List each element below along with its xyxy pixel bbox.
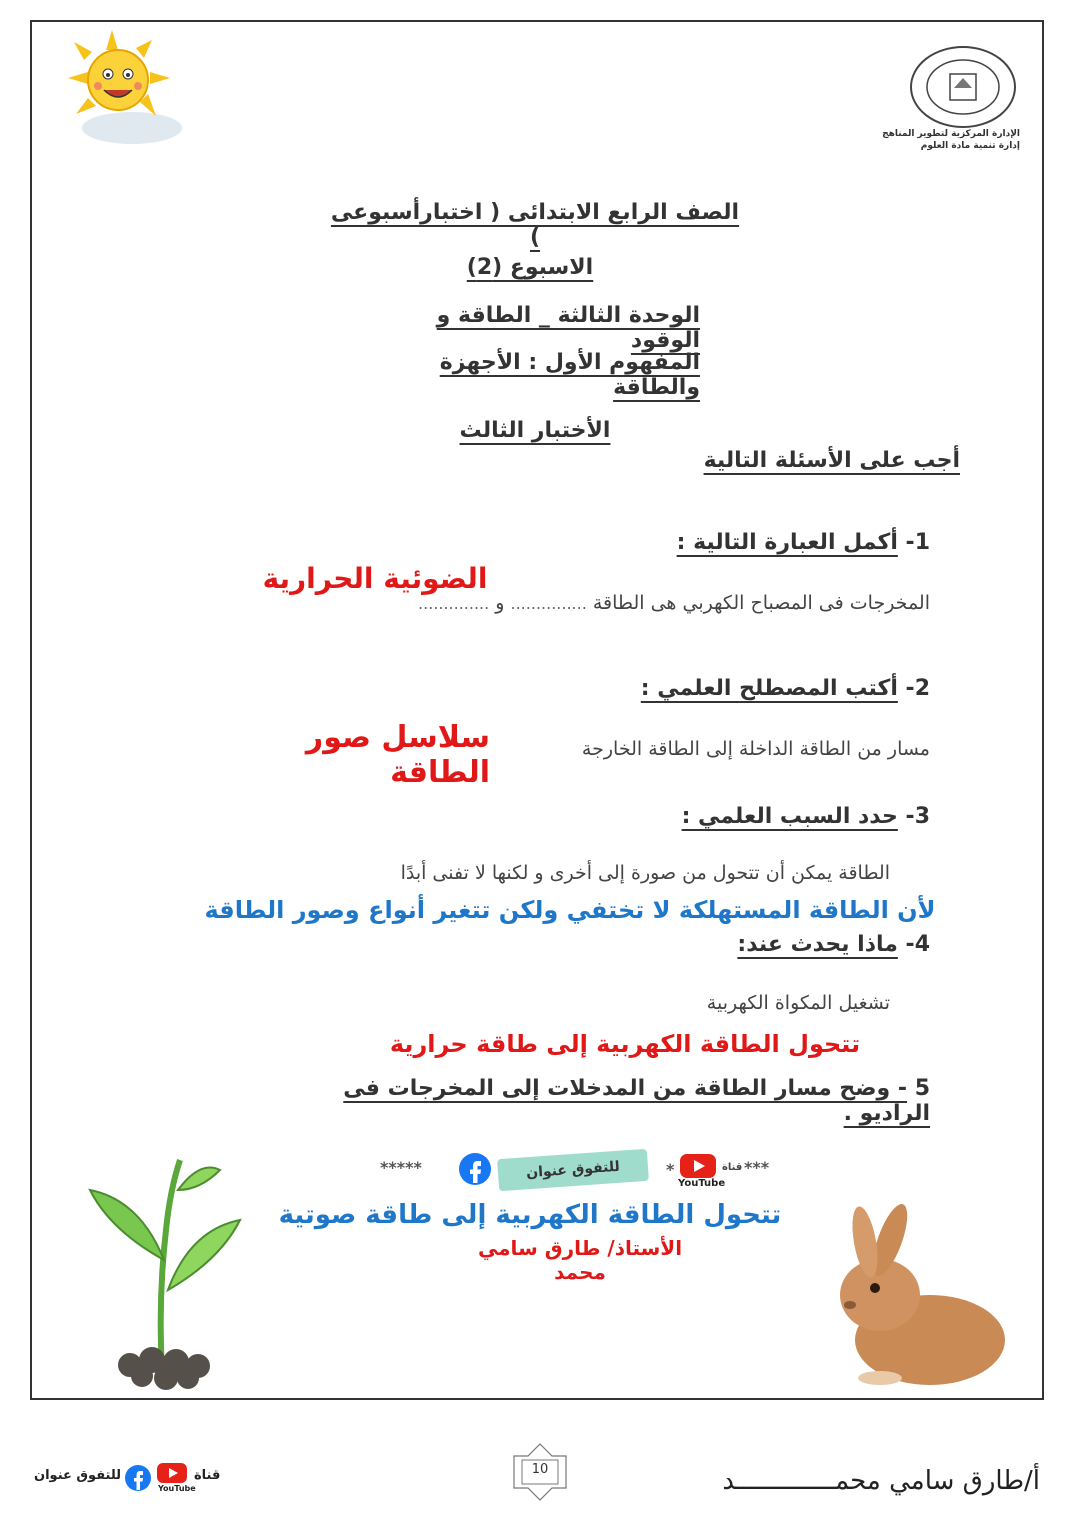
statement-text: المخرجات فى المصباح الكهربي هى الطاقة (592, 592, 930, 614)
youtube-icon (678, 1152, 718, 1180)
question-2-text: مسار من الطاقة الداخلة إلى الطاقة الخارجة (581, 738, 930, 760)
question-number: 1- (905, 530, 930, 555)
question-4-heading (700, 932, 930, 957)
facebook-icon (458, 1152, 492, 1186)
grade-title: الصف الرابع الابتدائى ( اختبارأسبوعى ) (330, 200, 740, 250)
question-label: أكمل العبارة التالية : (676, 530, 898, 555)
question-1-heading (660, 530, 930, 555)
question-label: أكتب المصطلح العلمي : (640, 676, 898, 701)
question-number: 5 (914, 1076, 930, 1101)
conjunction: و (495, 592, 505, 614)
youtube-label: YouTube (158, 1484, 196, 1493)
plant-illustration (70, 1150, 250, 1390)
test-title: الأختبار الثالث (459, 418, 611, 443)
footer-channel (34, 1462, 224, 1502)
question-4-text: تشغيل المكواة الكهربية (706, 992, 890, 1014)
stars-right: *** (744, 1158, 770, 1177)
question-label: - وضح مسار الطاقة من المدخلات إلى المخرجات فى الراديو . (343, 1076, 930, 1126)
question-1-answer: الضوئية الحرارية (262, 562, 488, 595)
blank-1: ............... (510, 594, 587, 613)
blank-2: .............. (418, 594, 490, 613)
rabbit-illustration (820, 1200, 1020, 1390)
question-label: حدد السبب العلمي : (681, 804, 898, 829)
question-1-text (250, 592, 930, 614)
teacher-name: الأستاذ/ طارق سامي محمد (477, 1236, 683, 1284)
stars-left: ***** (380, 1158, 422, 1177)
question-number: 2- (905, 676, 930, 701)
channel-name-badge: للتفوق عنوان (497, 1149, 649, 1191)
question-3-answer: لأن الطاقة المستهلكة لا تختفي ولكن تتغير أنواع وصور الطاقة (204, 896, 936, 924)
question-2-answer: سلاسل صور الطاقة (305, 720, 490, 790)
qanat-label: قناة (722, 1162, 743, 1173)
youtube-label: YouTube (678, 1178, 726, 1189)
sun-illustration (52, 28, 192, 148)
page-number: 10 (531, 1462, 549, 1477)
youtube-icon (156, 1462, 188, 1484)
question-number: 3- (905, 804, 930, 829)
question-number: 4- (905, 932, 930, 957)
question-4-answer: تتحول الطاقة الكهربية إلى طاقة حرارية (389, 1030, 861, 1058)
concept-title: المفهوم الأول : الأجهزة والطاقة (439, 350, 700, 400)
ministry-logo-icon (906, 44, 1020, 130)
facebook-icon (124, 1464, 152, 1492)
footer-channel-name: للتفوق عنوان (34, 1468, 122, 1483)
star-mid: * (666, 1160, 675, 1179)
unit-title: الوحدة الثالثة _ الطاقة و الوقود (436, 303, 700, 353)
logo-caption-2: إدارة تنمية مادة العلوم (920, 141, 1020, 151)
question-label: ماذا يحدث عند: (737, 932, 898, 957)
channel-strip (380, 1152, 800, 1192)
week-title: الاسبوع (2) (466, 255, 594, 280)
logo-caption-1: الإدارة المركزية لتطوير المناهج (882, 129, 1020, 139)
question-2-heading (640, 676, 930, 701)
instruction: أجب على الأسئلة التالية (703, 448, 960, 473)
question-3-heading (680, 804, 930, 829)
footer-qanat: قناة (194, 1468, 221, 1483)
question-5-answer: تتحول الطاقة الكهربية إلى طاقة صوتية (278, 1200, 782, 1230)
question-5-heading (300, 1076, 930, 1126)
author-signature: أ/طارق سامي محمـــــــــــــد (722, 1466, 1040, 1496)
question-3-text: الطاقة يمكن أن تتحول من صورة إلى أخرى و لكنها لا تفنى أبدًا (400, 862, 890, 884)
